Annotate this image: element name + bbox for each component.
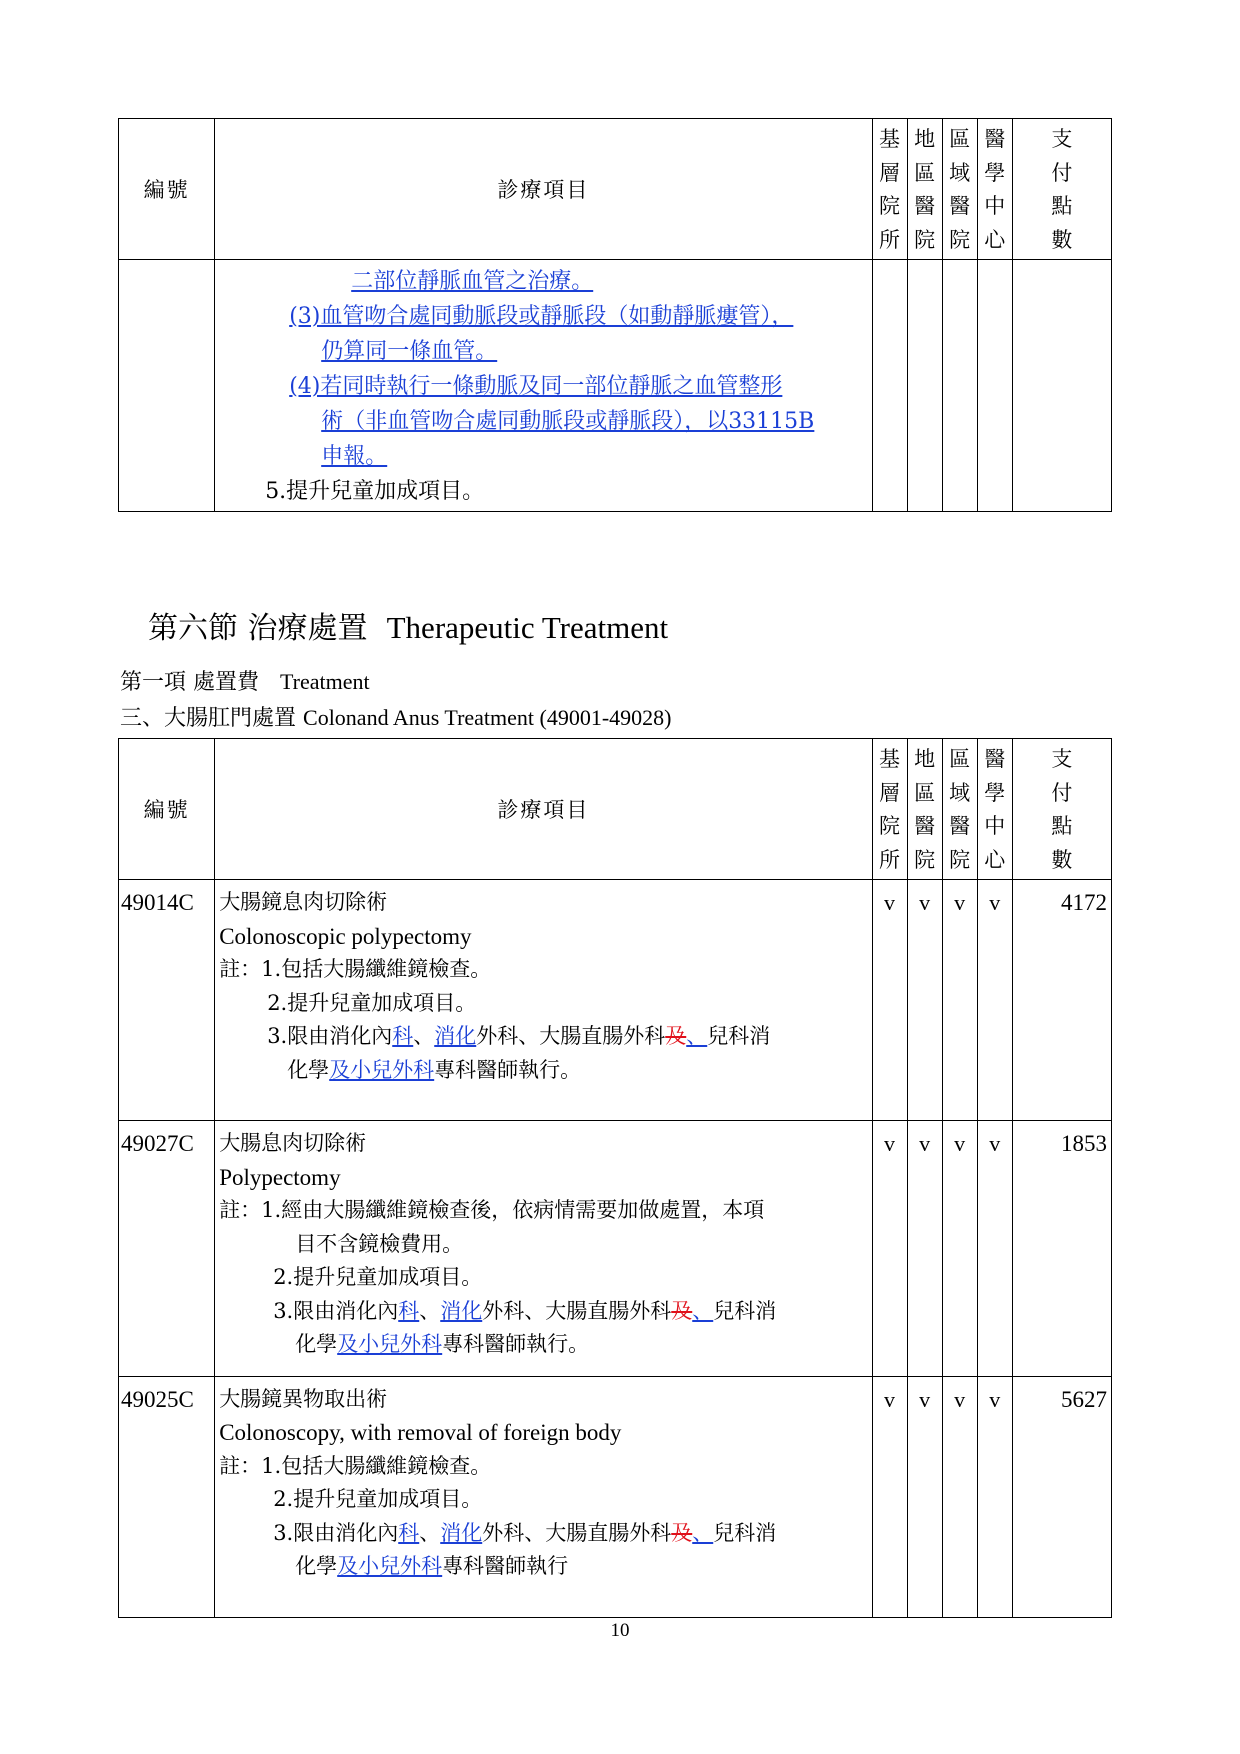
section-heading: 第六節 治療處置 Therapeutic Treatment — [148, 610, 669, 646]
level-mark: v — [907, 1376, 942, 1617]
table-header-row — [119, 739, 1112, 880]
level-mark: v — [977, 880, 1012, 1121]
header-level-regional: 區 域 醫 院 — [942, 119, 977, 260]
fee-table — [118, 738, 1112, 1618]
note-line: 3.限由消化內科、消化外科、大腸直腸外科及、兒科消 — [273, 1298, 777, 1323]
table-row — [119, 880, 1112, 1121]
item-name-en: Colonoscopic polypectomy — [219, 923, 472, 949]
level-mark: v — [942, 880, 977, 1121]
level-mark: v — [977, 1121, 1012, 1377]
table-row — [119, 1376, 1112, 1617]
level-mark: v — [907, 1121, 942, 1377]
fee-table-continued — [118, 118, 1112, 512]
level-mark: v — [942, 1376, 977, 1617]
points-value: 5627 — [1012, 1376, 1111, 1617]
continued-text-line: (3)血管吻合處同動脈段或靜脈段（如動靜脈瘻管）， — [289, 304, 794, 329]
header-level-district: 地 區 醫 院 — [907, 739, 942, 880]
table-row — [119, 1121, 1112, 1377]
level-mark: v — [872, 1376, 907, 1617]
continued-text-line: 申報。 — [321, 444, 388, 469]
item-cell — [215, 260, 872, 512]
header-points: 支 付 點 數 — [1012, 739, 1111, 880]
note-line: 註：1.包括大腸纖維鏡檢查。 — [219, 1453, 492, 1478]
item-name-zh: 大腸鏡異物取出術 — [219, 1386, 388, 1411]
item-name-zh: 大腸息肉切除術 — [219, 1131, 367, 1155]
note-line: 3.限由消化內科、消化外科、大腸直腸外科及、兒科消 — [267, 1024, 771, 1048]
level-mark: v — [872, 1121, 907, 1377]
subsection-heading: 第一項 處置費 Treatment — [120, 669, 370, 695]
level-mark: v — [907, 880, 942, 1121]
header-level-medical-center: 醫 學 中 心 — [977, 739, 1012, 880]
continued-text-line: 5.提升兒童加成項目。 — [265, 479, 485, 504]
item-name-en: Polypectomy — [219, 1164, 341, 1190]
header-level-medical-center: 醫 學 中 心 — [977, 119, 1012, 260]
note-line: 化學及小兒外科專科醫師執行 — [295, 1554, 569, 1578]
header-code: 編號 — [119, 739, 215, 880]
points-value: 1853 — [1012, 1121, 1111, 1377]
table-row — [119, 260, 1112, 512]
note-line: 化學及小兒外科專科醫師執行。 — [287, 1057, 582, 1082]
page-number: 10 — [610, 1620, 630, 1641]
header-level-clinic: 基 層 院 所 — [872, 119, 907, 260]
item-name-en: Colonoscopy, with removal of foreign body — [219, 1420, 622, 1445]
level-cell — [942, 260, 977, 512]
note-line: 2.提升兒童加成項目。 — [273, 1265, 483, 1289]
item-code: 49025C — [119, 1376, 215, 1617]
header-code: 編號 — [119, 119, 215, 260]
points-cell — [1012, 260, 1111, 512]
continued-text-line: 術（非血管吻合處同動脈段或靜脈段），以33115B — [321, 409, 815, 434]
note-line: 目不含鏡檢費用。 — [295, 1231, 464, 1256]
level-mark: v — [872, 880, 907, 1121]
item-description — [215, 1376, 872, 1617]
level-cell — [907, 260, 942, 512]
continued-text-line: 仍算同一條血管。 — [321, 339, 498, 364]
level-mark: v — [977, 1376, 1012, 1617]
category-heading: 三、大腸肛門處置 Colonand Anus Treatment (49001-49028) — [120, 705, 672, 731]
level-cell — [872, 260, 907, 512]
item-description — [215, 880, 872, 1121]
header-level-clinic: 基 層 院 所 — [872, 739, 907, 880]
continued-text-line: (4)若同時執行一條動脈及同一部位靜脈之血管整形 — [289, 374, 783, 399]
level-cell — [977, 260, 1012, 512]
note-line: 2.提升兒童加成項目。 — [267, 990, 477, 1015]
header-level-regional: 區 域 醫 院 — [942, 739, 977, 880]
item-code: 49014C — [119, 880, 215, 1121]
header-points: 支 付 點 數 — [1012, 119, 1111, 260]
table-header-row — [119, 119, 1112, 260]
note-line: 註：1.經由大腸纖維鏡檢查後，依病情需要加做處置，本項 — [219, 1198, 765, 1222]
note-line: 2.提升兒童加成項目。 — [273, 1487, 483, 1511]
header-level-district: 地 區 醫 院 — [907, 119, 942, 260]
item-code: 49027C — [119, 1121, 215, 1377]
note-line: 3.限由消化內科、消化外科、大腸直腸外科及、兒科消 — [273, 1520, 777, 1545]
header-item: 診療項目 — [215, 119, 872, 260]
level-mark: v — [942, 1121, 977, 1377]
header-item: 診療項目 — [215, 739, 872, 880]
item-description — [215, 1121, 872, 1377]
note-line: 註：1.包括大腸纖維鏡檢查。 — [219, 957, 492, 981]
note-line: 化學及小兒外科專科醫師執行。 — [295, 1332, 590, 1356]
code-cell — [119, 260, 215, 512]
item-name-zh: 大腸鏡息肉切除術 — [219, 890, 388, 914]
continued-text-line: 二部位靜脈血管之治療。 — [351, 269, 594, 294]
points-value: 4172 — [1012, 880, 1111, 1121]
